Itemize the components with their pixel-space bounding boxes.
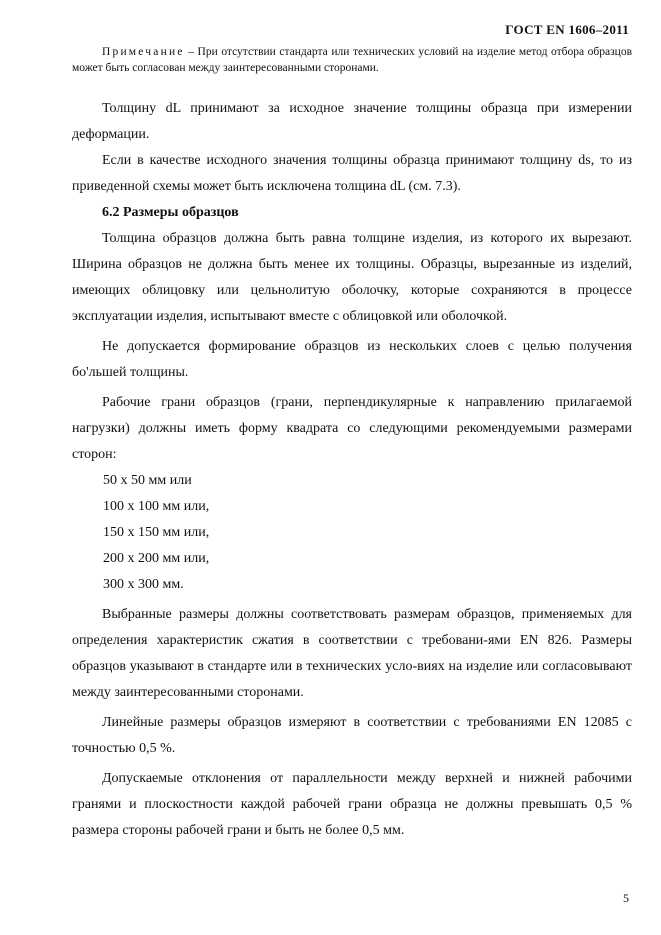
paragraph-reference-thickness: Если в качестве исходного значения толщины образца принимают толщину ds, то из приведенной схемы может быть исключена толщина dL (см. 7.3). [72, 153, 632, 194]
size-list [72, 468, 632, 598]
paragraph-linear-dimensions: Линейные размеры образцов измеряют в соответствии с требованиями EN 12085 с точностью 0,5 %. [72, 715, 632, 756]
note-block [72, 44, 632, 76]
paragraph-tolerances: Допускаемые отклонения от параллельности между верхней и нижней рабочими гранями и плоскостности каждой рабочей грани образца не должны превышать 0,5 % размера стороны рабочей грани и быть не более 0,5 мм. [72, 771, 632, 838]
size-item: 50 х 50 мм или [103, 473, 192, 488]
paragraph-thickness-requirements: Толщина образцов должна быть равна толщине изделия, из которого их вырезают. Ширина образцов не должна быть менее их толщины. Образцы, вырезанные из изделий, имеющих облицовку или цельнолитую оболочку, которые сохраняются в процессе эксплуатации изделия, испытывают вместе с облицовкой или оболочкой. [72, 231, 632, 324]
note-dash: – [184, 46, 198, 58]
paragraph-working-faces: Рабочие грани образцов (грани, перпендикулярные к направлению прилагаемой нагрузки) должны иметь форму квадрата со следующими рекомендуемыми размерами сторон: [72, 395, 632, 462]
size-item: 200 х 200 мм или, [103, 551, 210, 566]
size-item: 300 х 300 мм. [103, 577, 184, 592]
size-item: 100 х 100 мм или, [103, 499, 210, 514]
note-text: При отсутствии стандарта или технических условий на изделие метод отбора образцов может быть согласован между заинтересованными сторонами. [72, 46, 633, 74]
section-heading: 6.2 Размеры образцов [102, 205, 239, 220]
note-label: Примечание [102, 46, 185, 58]
paragraph-initial-thickness: Толщину dL принимают за исходное значение толщины образца при измерении деформации. [72, 101, 632, 142]
size-item: 150 х 150 мм или, [103, 525, 210, 540]
body-text [72, 96, 632, 844]
standard-header: ГОСТ EN 1606–2011 [505, 22, 629, 37]
paragraph-layers: Не допускается формирование образцов из нескольких слоев с целью получения бо'льшей толщины. [72, 339, 632, 380]
paragraph-selected-sizes: Выбранные размеры должны соответствовать размерам образцов, применяемых для определения характеристик сжатия в соответствии с требовани-ями EN 826. Размеры образцов указывают в стандарте или в технических усло-виях на изделие или согласовывают между заинтересованными сторонами. [72, 607, 632, 700]
page-number: 5 [623, 891, 629, 905]
